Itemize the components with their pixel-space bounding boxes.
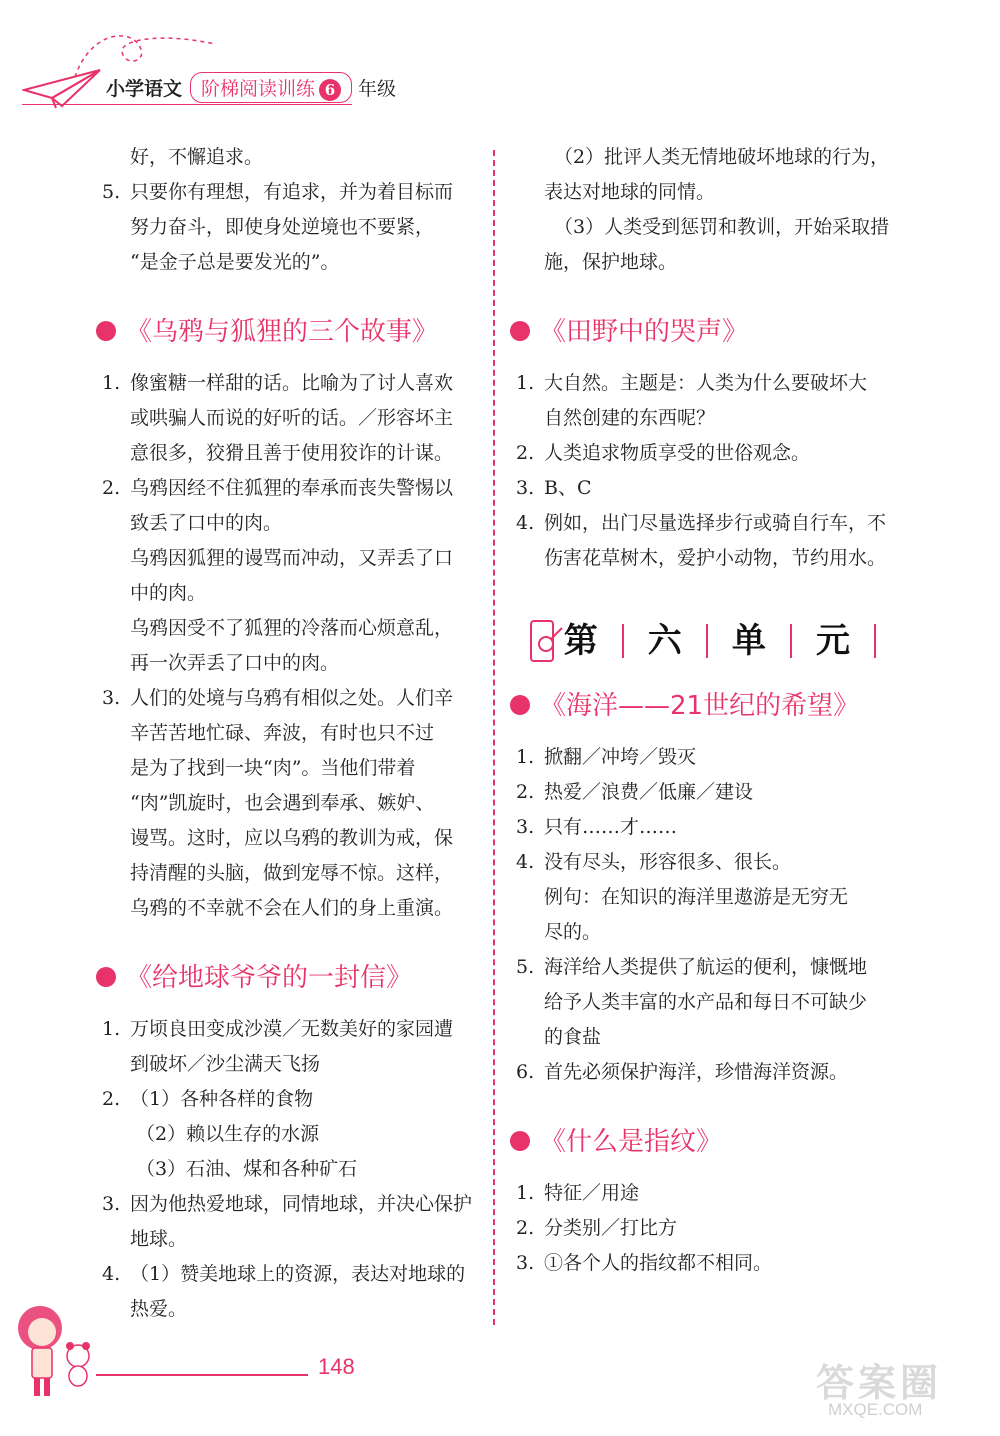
unit-separator <box>706 624 708 658</box>
item-number: 3. <box>102 1193 121 1215</box>
item-subline: （3）石油、煤和各种矿石 <box>136 1158 358 1180</box>
answer-item <box>510 1246 890 1281</box>
item-number: 3. <box>516 477 535 499</box>
item-number: 4. <box>516 851 535 873</box>
bullet-dot-icon <box>510 1131 530 1151</box>
item-line: （1）各种各样的食物 <box>130 1088 314 1110</box>
unit-separator <box>790 624 792 658</box>
continued-line: （2）批评人类无情地破坏地球的行为， <box>554 146 890 168</box>
book-subject: 小学语文 <box>106 78 183 100</box>
bullet-dot-icon <box>96 967 116 987</box>
item-number: 2. <box>102 477 121 499</box>
item-number: 1. <box>516 746 535 768</box>
header-rule <box>22 104 352 105</box>
item-line: B、C <box>544 477 592 499</box>
unit-separator <box>874 624 876 658</box>
answer-item <box>96 1082 482 1187</box>
left-column <box>96 140 482 1327</box>
item-line: 或哄骗人而说的好听的话。／形容坏主 <box>130 407 454 429</box>
item-line: 自然创建的东西呢？ <box>544 407 716 429</box>
answer-item <box>510 471 890 506</box>
bullet-dot-icon <box>510 695 530 715</box>
item-line: 例如，出门尽量选择步行或骑自行车，不 <box>544 512 887 534</box>
watermark <box>816 1352 986 1422</box>
bullet-dot-icon <box>96 321 116 341</box>
item-line: 没有尽头，形容很多、很长。 <box>544 851 792 873</box>
section-title: 《田野中的哭声》 <box>540 317 749 347</box>
item-line: 地球。 <box>130 1228 188 1250</box>
item-line: 因为他热爱地球，同情地球，并决心保护 <box>130 1193 473 1215</box>
unit-char: 第 <box>563 621 598 661</box>
watermark-logo-text: 答案圈 <box>816 1361 943 1405</box>
answer-item <box>510 1176 890 1211</box>
grade-label: 年级 <box>358 78 397 100</box>
item-line: 只有……才…… <box>544 816 678 838</box>
section-heading <box>510 1124 890 1160</box>
unit-char: 元 <box>815 621 850 661</box>
item-line: 例句：在知识的海洋里遨游是无穷无 <box>544 886 849 908</box>
section-heading <box>96 960 482 996</box>
section-title: 《乌鸦与狐狸的三个故事》 <box>126 317 439 347</box>
continued-line: 施，保护地球。 <box>544 251 678 273</box>
answer-item <box>96 1187 482 1257</box>
item-line: 致丢了口中的肉。 <box>130 512 283 534</box>
item-number: 3. <box>516 1252 535 1274</box>
item-line: 的食盐 <box>544 1026 602 1048</box>
item-line: 人类追求物质享受的世俗观念。 <box>544 442 811 464</box>
item-line: 辛苦苦地忙碌、奔波，有时也只不过 <box>130 722 435 744</box>
item-line: 万顷良田变成沙漠／无数美好的家园遭 <box>130 1018 454 1040</box>
item-line: 伤害花草树木，爱护小动物，节约用水。 <box>544 547 887 569</box>
item-line: 乌鸦因狐狸的谩骂而冲动，又弄丢了口 <box>130 547 454 569</box>
item-number: 2. <box>516 781 535 803</box>
answer-item <box>510 740 890 775</box>
answer-item <box>510 775 890 810</box>
answer-item <box>510 810 890 845</box>
item-number: 1. <box>102 1018 121 1040</box>
item-line: 意很多，狡猾且善于使用狡诈的计谋。 <box>130 442 454 464</box>
continued-line: 表达对地球的同情。 <box>544 181 716 203</box>
item-line: 分类别／打比方 <box>544 1217 678 1239</box>
section-title: 《海洋——21世纪的希望》 <box>540 691 860 721</box>
item-number: 3. <box>102 687 121 709</box>
item-number: 4. <box>516 512 535 534</box>
unit-book-icon <box>530 620 554 662</box>
item-number: 4. <box>102 1263 121 1285</box>
bullet-dot-icon <box>510 321 530 341</box>
answer-item <box>96 175 482 280</box>
item-number: 2. <box>516 442 535 464</box>
answer-item <box>96 471 482 681</box>
answer-item <box>96 366 482 471</box>
section-heading <box>510 314 890 350</box>
answer-item <box>510 1055 890 1090</box>
section-heading <box>510 688 890 724</box>
answer-item <box>510 366 890 436</box>
item-line: 乌鸦因经不住狐狸的奉承而丧失警惕以 <box>130 477 454 499</box>
item-line: 像蜜糖一样甜的话。比喻为了讨人喜欢 <box>130 372 454 394</box>
footer-rule <box>96 1374 308 1376</box>
column-divider <box>493 150 495 1325</box>
girl-illustration-icon <box>8 1296 118 1406</box>
item-line: 给予人类丰富的水产品和每日不可缺少 <box>544 991 868 1013</box>
item-line: 尽的。 <box>544 921 602 943</box>
item-line: 中的肉。 <box>130 582 207 604</box>
answer-item <box>510 1211 890 1246</box>
answer-item <box>510 845 890 950</box>
item-line: 海洋给人类提供了航运的便利，慷慨地 <box>544 956 868 978</box>
item-line: 乌鸦的不幸就不会在人们的身上重演。 <box>130 897 454 919</box>
item-number: 5. <box>516 956 535 978</box>
item-line: 人们的处境与乌鸦有相似之处。人们辛 <box>130 687 454 709</box>
item-number: 2. <box>516 1217 535 1239</box>
answer-item <box>96 1012 482 1082</box>
section-title: 《给地球爷爷的一封信》 <box>126 963 413 993</box>
item-line: 是为了找到一块“肉”。当他们带着 <box>130 757 416 779</box>
page-number: 148 <box>318 1354 355 1379</box>
answer-item <box>510 950 890 1055</box>
continued-line: （3）人类受到惩罚和教训，开始采取措 <box>554 216 890 238</box>
section-title: 《什么是指纹》 <box>540 1127 723 1157</box>
item-number: 3. <box>516 816 535 838</box>
item-number: 5. <box>102 181 121 203</box>
unit-char: 单 <box>731 621 766 661</box>
item-number: 1. <box>102 372 121 394</box>
unit-heading <box>510 620 890 662</box>
unit-char: 六 <box>647 621 682 661</box>
item-line: ①各个人的指纹都不相同。 <box>544 1252 773 1274</box>
item-line: 再一次弄丢了口中的肉。 <box>130 652 340 674</box>
item-line: 热爱／浪费／低廉／建设 <box>544 781 754 803</box>
answer-item <box>510 506 890 576</box>
item-line: 乌鸦因受不了狐狸的冷落而心烦意乱， <box>130 617 454 639</box>
item-line: 到破坏／沙尘满天飞扬 <box>130 1053 321 1075</box>
item-line: 谩骂。这时，应以乌鸦的教训为戒，保 <box>130 827 454 849</box>
item-number: 6. <box>516 1061 535 1083</box>
item-line: 努力奋斗，即使身处逆境也不要紧， <box>130 216 435 238</box>
item-subline: （2）赖以生存的水源 <box>136 1123 320 1145</box>
item-line: 特征／用途 <box>544 1182 640 1204</box>
watermark-url: MXQE.COM <box>828 1400 923 1419</box>
grade-number-badge: 6 <box>319 79 341 101</box>
series-title: 阶梯阅读训练 <box>201 78 316 100</box>
item-number: 1. <box>516 372 535 394</box>
right-column <box>510 140 890 1281</box>
answer-item <box>96 1257 482 1327</box>
item-line: 只要你有理想，有追求，并为着目标而 <box>130 181 454 203</box>
item-line: “是金子总是要发光的”。 <box>130 251 340 273</box>
unit-separator <box>622 624 624 658</box>
item-line: 大自然。主题是：人类为什么要破坏大 <box>544 372 868 394</box>
answer-item <box>510 436 890 471</box>
item-number: 2. <box>102 1088 121 1110</box>
item-line: 热爱。 <box>130 1298 188 1320</box>
item-line: 掀翻／冲垮／毁灭 <box>544 746 697 768</box>
item-line: 持清醒的头脑，做到宠辱不惊。这样， <box>130 862 454 884</box>
answer-item <box>96 681 482 926</box>
continued-line: 好，不懈追求。 <box>130 146 264 168</box>
item-line: “肉”凯旋时，也会遇到奉承、嫉妒、 <box>130 792 435 814</box>
item-line: （1）赞美地球上的资源，表达对地球的 <box>130 1263 466 1285</box>
series-badge <box>190 72 352 103</box>
item-line: 首先必须保护海洋，珍惜海洋资源。 <box>544 1061 849 1083</box>
section-heading <box>96 314 482 350</box>
item-number: 1. <box>516 1182 535 1204</box>
